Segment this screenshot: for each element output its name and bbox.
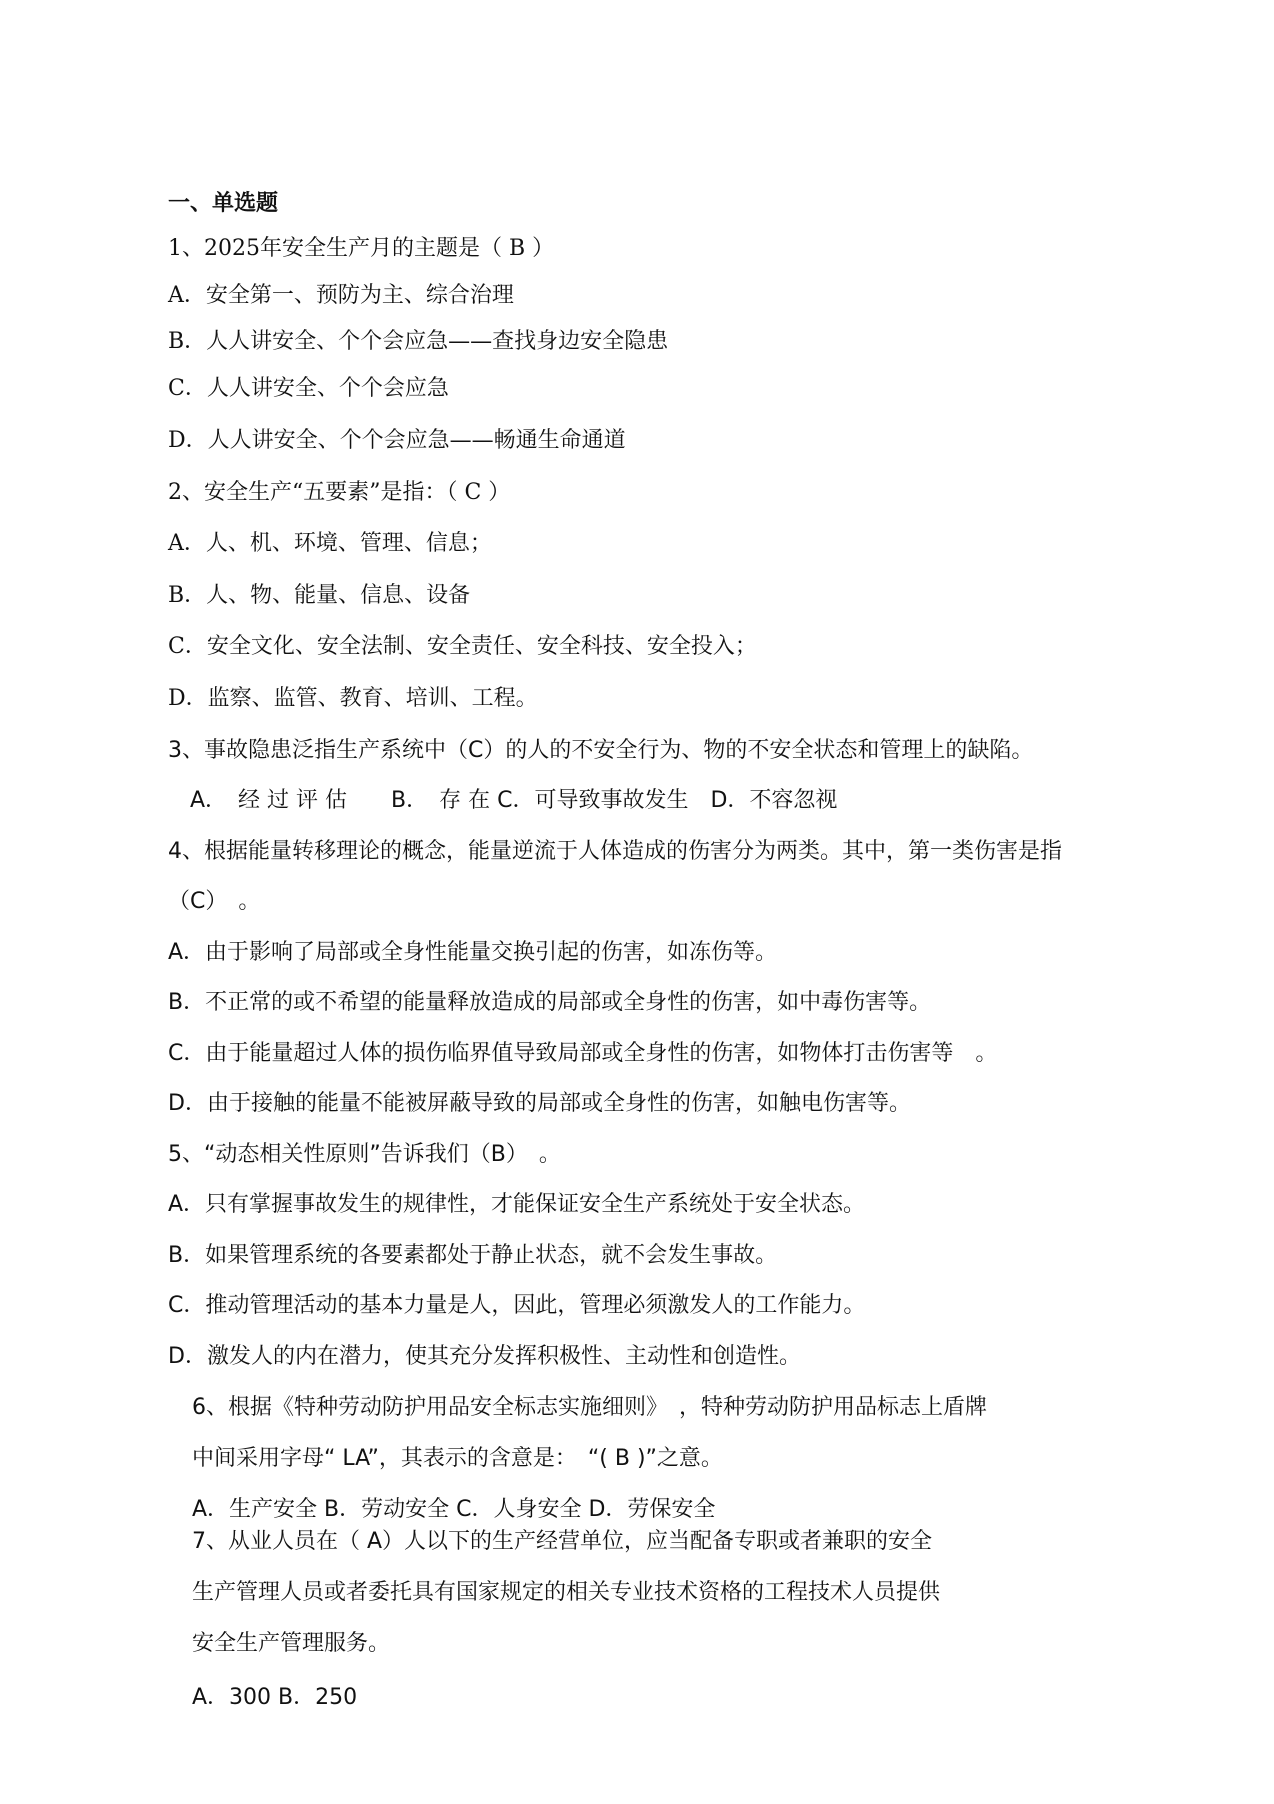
question-4-stem-line-1: 4、根据能量转移理论的概念，能量逆流于人体造成的伤害分为两类。其中，第一类伤害是指 xyxy=(168,839,1063,864)
question-6-options: A．生产安全 B．劳动安全 C．人身安全 D．劳保安全 xyxy=(192,1497,716,1522)
question-7-stem-line-3: 安全生产管理服务。 xyxy=(192,1631,391,1656)
question-3-stem: 3、事故隐患泛指生产系统中（C）的人的不安全行为、物的不安全状态和管理上的缺陷。 xyxy=(168,738,1034,763)
question-1-option-d: D．人人讲安全、个个会应急——畅通生命通道 xyxy=(168,428,626,453)
question-6-stem-line-1: 6、根据《特种劳动防护用品安全标志实施细则》 ，特种劳动防护用品标志上盾牌 xyxy=(192,1395,987,1420)
question-7-stem-line-2: 生产管理人员或者委托具有国家规定的相关专业技术资格的工程技术人员提供 xyxy=(192,1580,941,1605)
question-6-stem-line-2: 中间采用字母“ LA”，其表示的含意是： “( B )”之意。 xyxy=(192,1446,723,1471)
question-5-option-b: B．如果管理系统的各要素都处于静止状态，就不会发生事故。 xyxy=(168,1243,778,1268)
question-2-stem: 2、安全生产“五要素”是指：（ C ） xyxy=(168,480,511,505)
question-2-option-d: D．监察、监管、教育、培训、工程。 xyxy=(168,686,538,711)
question-7-stem-line-1: 7、从业人员在（ A）人以下的生产经营单位，应当配备专职或者兼职的安全 xyxy=(192,1529,933,1554)
question-5-option-d: D．激发人的内在潜力，使其充分发挥积极性、主动性和创造性。 xyxy=(168,1344,801,1369)
question-5-option-c: C．推动管理活动的基本力量是人，因此，管理必须激发人的工作能力。 xyxy=(168,1293,866,1318)
question-3-options: A． 经 过 评 估 B． 存 在 C．可导致事故发生 D．不容忽视 xyxy=(190,788,838,813)
question-1-option-a: A．安全第一、预防为主、综合治理 xyxy=(168,283,514,308)
question-1-option-c: C．人人讲安全、个个会应急 xyxy=(168,376,449,401)
question-5-stem: 5、“动态相关性原则”告诉我们（B） 。 xyxy=(168,1142,561,1167)
question-2-option-a: A．人、机、环境、管理、信息； xyxy=(168,531,492,556)
question-1-option-b: B．人人讲安全、个个会应急——查找身边安全隐患 xyxy=(168,329,669,354)
question-5-option-a: A．只有掌握事故发生的规律性，才能保证安全生产系统处于安全状态。 xyxy=(168,1192,866,1217)
question-4-option-a: A．由于影响了局部或全身性能量交换引起的伤害，如冻伤等。 xyxy=(168,940,778,965)
question-4-option-d: D．由于接触的能量不能被屏蔽导致的局部或全身性的伤害，如触电伤害等。 xyxy=(168,1091,911,1116)
question-1-stem: 1、2025年安全生产月的主题是（ B ） xyxy=(168,236,555,261)
question-2-option-b: B．人、物、能量、信息、设备 xyxy=(168,583,471,608)
question-2-option-c: C．安全文化、安全法制、安全责任、安全科技、安全投入； xyxy=(168,634,757,659)
question-4-stem-line-2: （C） 。 xyxy=(168,889,261,914)
question-4-option-c: C．由于能量超过人体的损伤临界值导致局部或全身性的伤害，如物体打击伤害等 。 xyxy=(168,1041,998,1066)
question-7-options: A．300 B．250 xyxy=(192,1685,358,1710)
section-title: 一、单选题 xyxy=(168,190,279,216)
question-4-option-b: B．不正常的或不希望的能量释放造成的局部或全身性的伤害，如中毒伤害等。 xyxy=(168,990,932,1015)
